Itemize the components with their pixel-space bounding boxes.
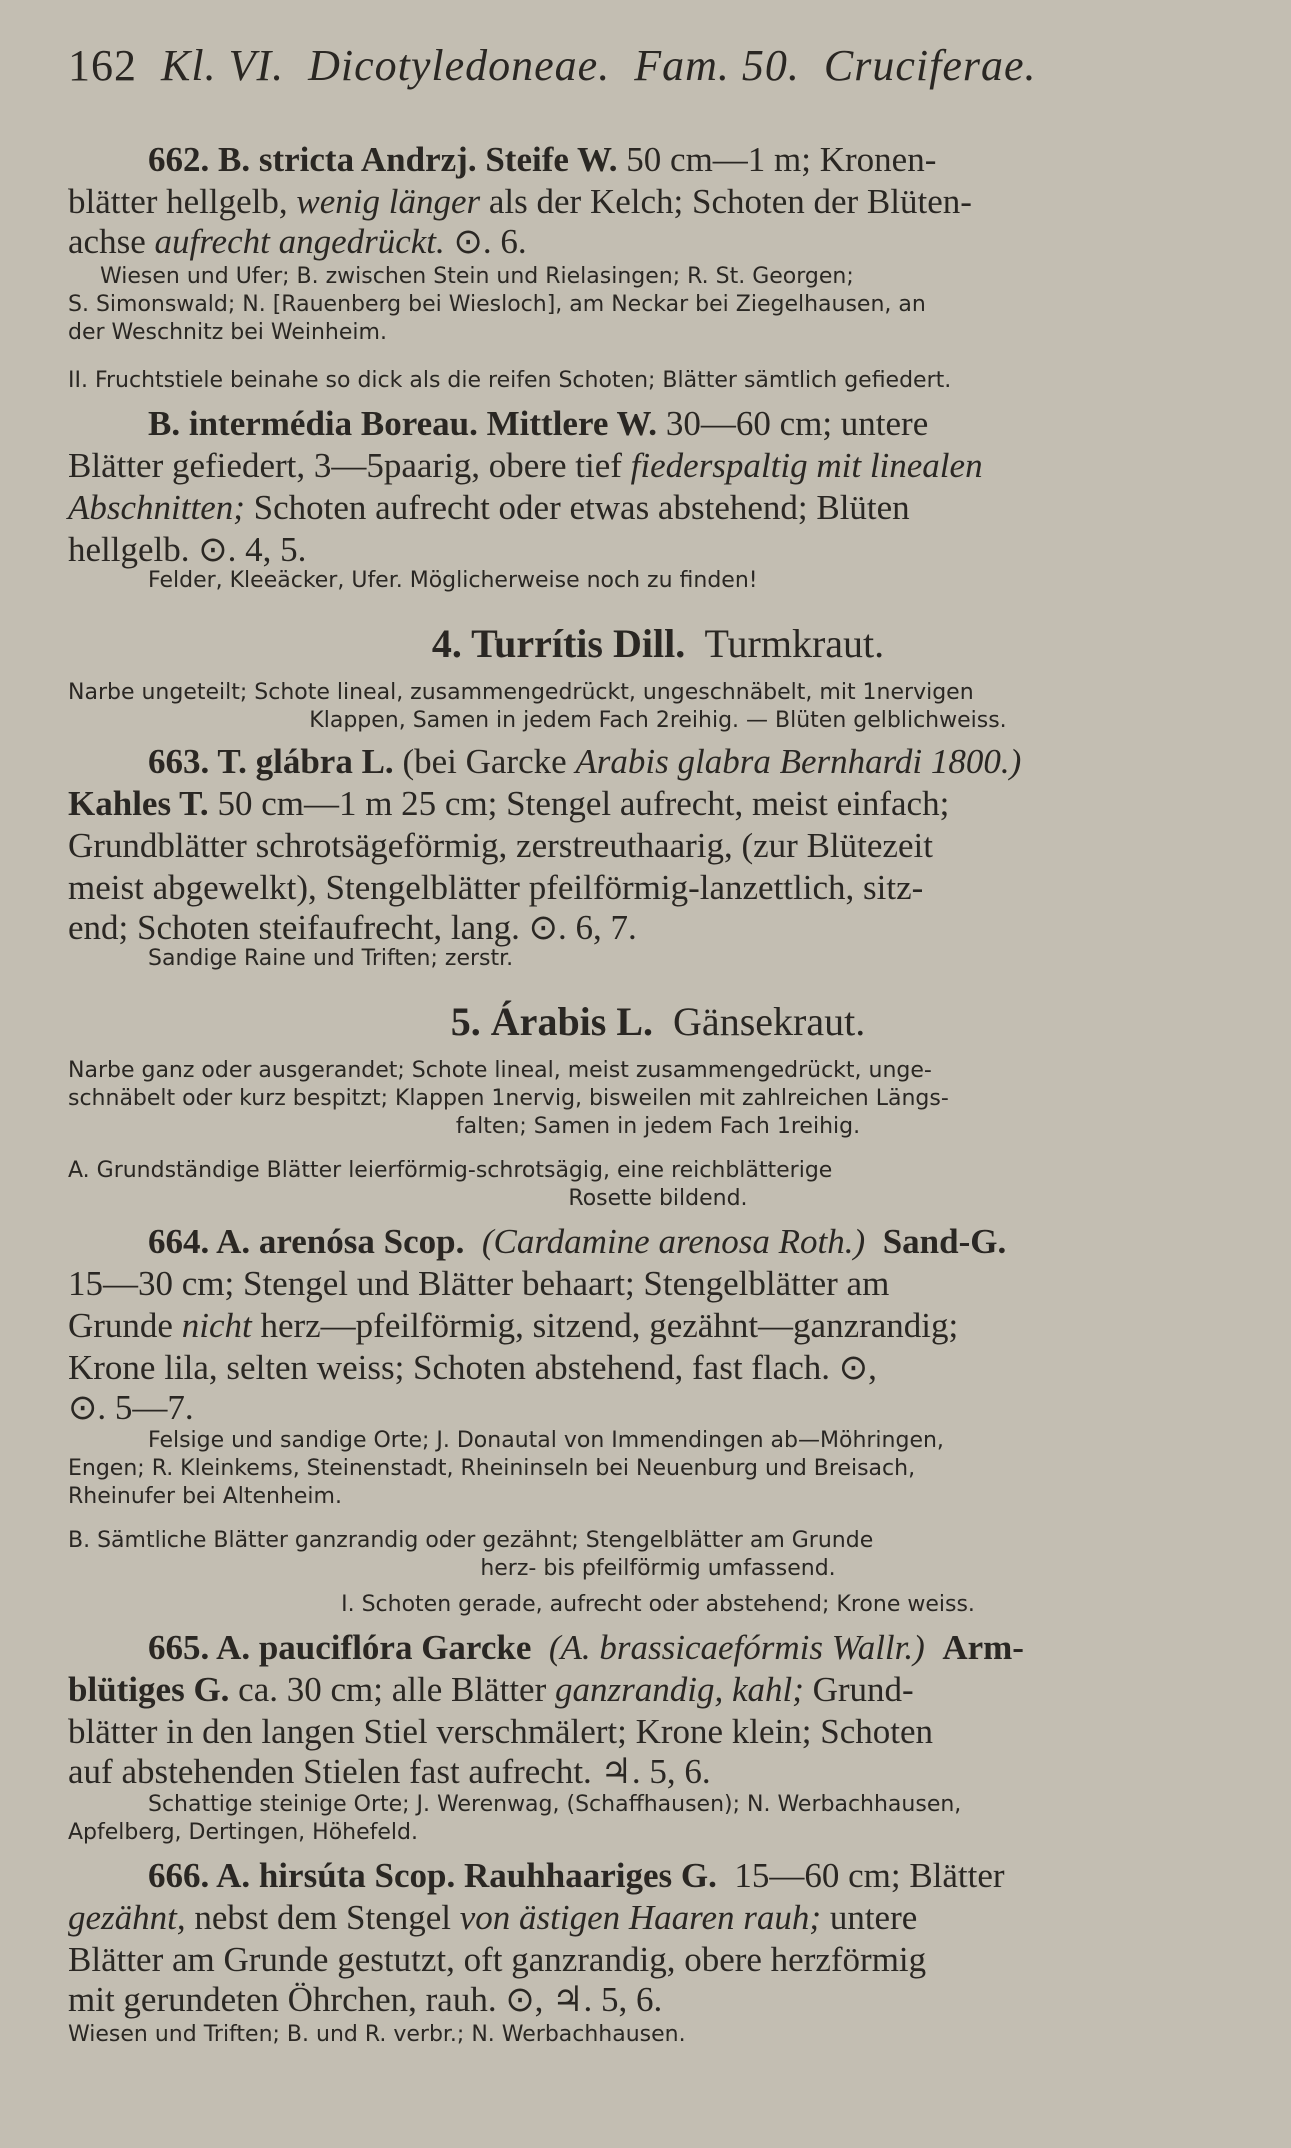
- genus-name: 5. Árabis L.: [450, 999, 654, 1044]
- description-line: Narbe ganz oder ausgerandet; Schote lineal, meist zusammengedrückt, unge-: [68, 1058, 932, 1083]
- description-line: schnäbelt oder kurz bespitzt; Klappen 1nervig, bisweilen mit zahlreichen Längs-: [68, 1086, 949, 1111]
- entry-title: 663. T. glábra L.: [148, 742, 394, 781]
- locality-line: Wiesen und Ufer; B. zwischen Stein und Rielasingen; R. St. Georgen;: [100, 264, 854, 289]
- text: untere: [829, 1898, 918, 1937]
- locality-line: Sandige Raine und Triften; zerstr.: [148, 946, 514, 971]
- text-line: auf abstehenden Stielen fast aufrecht. ♃. 5, 6.: [68, 1752, 711, 1791]
- locality-line: Engen; R. Kleinkems, Steinenstadt, Rheininseln bei Neuenburg und Breisach,: [68, 1456, 916, 1481]
- division-label: Dicotyledoneae.: [308, 41, 611, 90]
- genus-common-name: Turmkraut.: [704, 621, 885, 666]
- key-line: B. Sämtliche Blätter ganzrandig oder gezähnt; Stengelblätter am Grunde: [68, 1528, 874, 1553]
- key-line: herz- bis pfeilförmig umfassend.: [480, 1556, 836, 1581]
- locality-line: Felder, Kleeäcker, Ufer. Möglicherweise noch zu finden!: [148, 568, 758, 593]
- page-number: 162: [68, 41, 137, 90]
- text-line: end; Schoten steifaufrecht, lang. ⊙. 6, 7.: [68, 908, 637, 947]
- text: 30—60 cm; untere: [665, 404, 929, 443]
- text: blätter hellgelb,: [68, 182, 288, 221]
- key-line: II. Fruchtstiele beinahe so dick als die reifen Schoten; Blätter sämtlich gefiedert.: [68, 368, 952, 393]
- text: Grunde: [68, 1306, 173, 1345]
- text: 50 cm—1 m 25 cm; Stengel aufrecht, meist einfach;: [217, 784, 950, 823]
- genus-common-name: Gänsekraut.: [673, 999, 866, 1044]
- key-line: Rosette bildend.: [568, 1186, 748, 1211]
- genus-heading: [68, 998, 1248, 1045]
- entry-common-name: Arm-: [942, 1628, 1024, 1667]
- genus-heading: [68, 620, 1248, 667]
- description-line: falten; Samen in jedem Fach 1reihig.: [455, 1114, 861, 1139]
- description-line: Klappen, Samen in jedem Fach 2reihig. — Blüten gelblichweiss.: [309, 708, 1007, 733]
- text-line: ⊙. 5—7.: [68, 1388, 194, 1427]
- italic-text: von ästigen Haaren rauh;: [459, 1898, 822, 1937]
- italic-text: (A. brassicaefórmis Wallr.): [548, 1628, 925, 1667]
- italic-text: fiederspaltig mit linealen: [630, 446, 983, 485]
- entry-title: 664. A. arenósa Scop.: [148, 1222, 465, 1261]
- italic-text: ganzrandig, kahl;: [554, 1670, 804, 1709]
- text: herz—pfeilförmig, sitzend, gezähnt—ganzrandig;: [260, 1306, 959, 1345]
- entry-common-name: Sand-G.: [882, 1222, 1007, 1261]
- entry-666-line: [148, 1856, 1248, 1896]
- entry-662-line: [148, 140, 1248, 180]
- text-line: Krone lila, selten weiss; Schoten abstehend, fast flach. ⊙,: [68, 1348, 877, 1387]
- text-line: meist abgewelkt), Stengelblätter pfeilförmig-lanzettlich, sitz-: [68, 868, 924, 907]
- text: als der Kelch; Schoten der Blüten-: [488, 182, 972, 221]
- text-line: hellgelb. ⊙. 4, 5.: [68, 530, 307, 569]
- text-line: blätter in den langen Stiel verschmälert; Krone klein; Schoten: [68, 1712, 934, 1751]
- key-line: A. Grundständige Blätter leierförmig-schrotsägig, eine reichblätterige: [68, 1158, 833, 1183]
- locality-line: Wiesen und Triften; B. und R. verbr.; N. Werbachhausen.: [68, 2022, 686, 2047]
- text: Schoten aufrecht oder etwas abstehend; Blüten: [253, 488, 910, 527]
- text-line: [68, 182, 1248, 222]
- text-line: [68, 784, 1248, 824]
- entry-665-line: [148, 1628, 1248, 1668]
- text: Grund-: [812, 1670, 914, 1709]
- genus-name: 4. Turrítis Dill.: [431, 621, 686, 666]
- text-line: Blätter am Grunde gestutzt, oft ganzrandig, obere herzförmig: [68, 1940, 927, 1979]
- entry-663-line: [148, 742, 1248, 782]
- locality-line: der Weschnitz bei Weinheim.: [68, 320, 387, 345]
- locality-line: Felsige und sandige Orte; J. Donautal von Immendingen ab—Möhringen,: [148, 1428, 944, 1453]
- running-header: [68, 40, 1248, 91]
- locality-line: Apfelberg, Dertingen, Höhefeld.: [68, 1820, 418, 1845]
- text-line: [68, 222, 1248, 262]
- locality-line: Schattige steinige Orte; J. Werenwag, (Schaffhausen); N. Werbachhausen,: [148, 1792, 962, 1817]
- text-line: mit gerundeten Öhrchen, rauh. ⊙, ♃. 5, 6.: [68, 1980, 663, 2019]
- entry-title: 666. A. hirsúta Scop. Rauhhaariges G.: [148, 1856, 717, 1895]
- entry-common-name: blütiges G.: [68, 1670, 230, 1709]
- entry-664-line: [148, 1222, 1248, 1262]
- text-line: Grundblätter schrotsägeförmig, zerstreuthaarig, (zur Blütezeit: [68, 826, 933, 865]
- italic-text: wenig länger: [296, 182, 481, 221]
- text: achse: [68, 222, 146, 261]
- description-line: Narbe ungeteilt; Schote lineal, zusammengedrückt, ungeschnäbelt, mit 1nervigen: [68, 680, 974, 705]
- text-line: 15—30 cm; Stengel und Blätter behaart; Stengelblätter am: [68, 1264, 890, 1303]
- italic-text: Arabis glabra Bernhardi 1800.): [575, 742, 1022, 781]
- italic-text: Abschnitten;: [68, 488, 245, 527]
- text-line: [68, 488, 1248, 528]
- text: (bei Garcke: [402, 742, 567, 781]
- text-line: [68, 1670, 1248, 1710]
- entry-title: 665. A. pauciflóra Garcke: [148, 1628, 532, 1667]
- locality-line: Rheinufer bei Altenheim.: [68, 1484, 342, 1509]
- text: 15—60 cm; Blätter: [734, 1856, 1005, 1895]
- entry-title: 662. B. stricta Andrzj. Steife W.: [148, 140, 618, 179]
- text: nebst dem Stengel: [194, 1898, 452, 1937]
- text: ⊙. 6.: [453, 222, 527, 261]
- family-label: Cruciferae.: [823, 41, 1037, 90]
- italic-text: nicht: [181, 1306, 252, 1345]
- text-line: [68, 446, 1248, 486]
- text-line: [68, 1306, 1248, 1346]
- class-label: Kl. VI.: [161, 41, 285, 90]
- entry-title: B. intermédia Boreau. Mittlere W.: [148, 404, 658, 443]
- italic-text: gezähnt,: [68, 1898, 186, 1937]
- text: 50 cm—1 m; Kronen-: [626, 140, 937, 179]
- entry-common-name: Kahles T.: [68, 784, 209, 823]
- locality-line: S. Simonswald; N. [Rauenberg bei Wiesloch], am Neckar bei Ziegelhausen, an: [68, 292, 926, 317]
- text: Blätter gefiedert, 3—5paarig, obere tief: [68, 446, 622, 485]
- italic-text: aufrecht angedrückt.: [154, 222, 445, 261]
- text: ca. 30 cm; alle Blätter: [238, 1670, 547, 1709]
- key-line: I. Schoten gerade, aufrecht oder abstehend; Krone weiss.: [341, 1592, 975, 1617]
- italic-text: (Cardamine arenosa Roth.): [481, 1222, 866, 1261]
- entry-intermedia-line: [148, 404, 1248, 444]
- family-number: Fam. 50.: [634, 41, 800, 90]
- text-line: [68, 1898, 1248, 1938]
